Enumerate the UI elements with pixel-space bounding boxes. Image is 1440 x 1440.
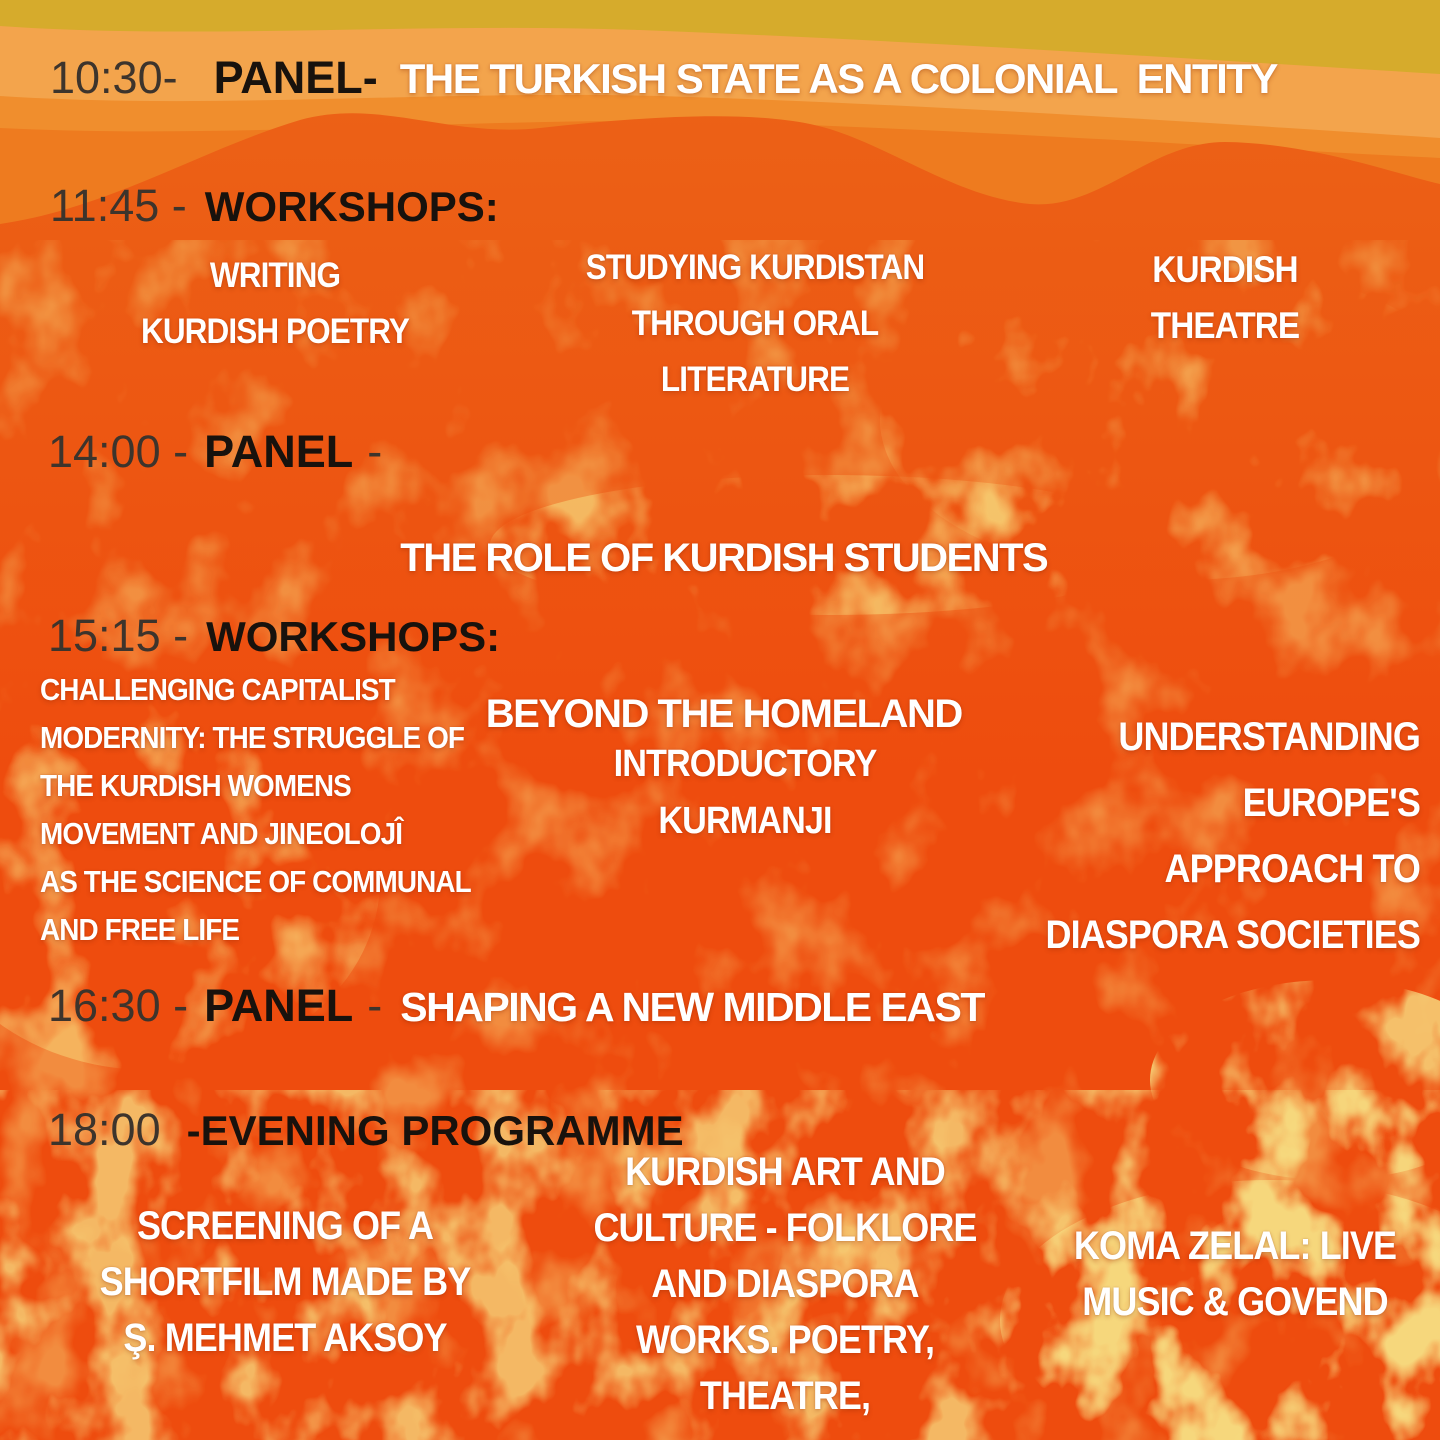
workshop-title-line: AS THE SCIENCE OF COMMUNAL (40, 864, 471, 899)
session-workshops-1515 (48, 610, 500, 662)
event-title-line: KOMA ZELAL: LIVE (1073, 1224, 1397, 1268)
session-title: SHAPING A NEW MIDDLE EAST (400, 984, 984, 1030)
workshop-title-line: LITERATURE (660, 360, 850, 399)
event-title-line: AND DIASPORA (651, 1262, 919, 1306)
session-kind-label: WORKSHOPS: (204, 183, 499, 230)
session-title-line: BEYOND THE HOMELAND (485, 692, 962, 736)
session-time: 10:30- (50, 52, 178, 103)
workshop-introductory-kurmanji (592, 736, 898, 850)
workshop-title-line: MODERNITY: THE STRUGGLE OF (40, 720, 465, 755)
separator-dash: - (367, 426, 383, 477)
workshop-title-line: MOVEMENT AND JINEOLOJÎ (40, 816, 403, 851)
workshop-title-line: KURMANJI (658, 800, 832, 842)
session-time: 16:30 - (48, 980, 189, 1031)
workshop-kurdish-theatre (1081, 242, 1369, 354)
event-title-line: Ş. MEHMET AKSOY (123, 1316, 447, 1360)
session-kind-label: WORKSHOPS: (206, 613, 501, 660)
workshop-title-line: APPROACH TO (1164, 847, 1420, 891)
event-title-line: SCREENING OF A (136, 1204, 434, 1248)
workshop-title-line: CHALLENGING CAPITALIST (40, 672, 395, 707)
workshop-title-line: THROUGH ORAL (631, 304, 879, 343)
session-panel-1630 (48, 980, 984, 1032)
separator-dash: - (367, 980, 383, 1031)
session-kind-label: PANEL- (213, 52, 378, 103)
workshop-title-line: UNDERSTANDING (1118, 715, 1420, 759)
session-time: 14:00 - (48, 426, 189, 477)
session-kind-label: PANEL (204, 980, 354, 1031)
event-shortfilm-screening (74, 1198, 497, 1366)
workshop-title-line: WRITING (209, 256, 341, 295)
event-title-line: CULTURE - FOLKLORE (593, 1206, 977, 1250)
workshop-title-line: THEATRE (1150, 305, 1300, 346)
workshop-title-line: KURDISH POETRY (140, 312, 410, 351)
workshop-writing-kurdish-poetry (118, 248, 433, 360)
workshop-understanding-europes-approach (997, 704, 1420, 968)
workshop-title-line: STUDYING KURDISTAN (585, 248, 925, 287)
event-title-line: WORKS. POETRY, (635, 1318, 935, 1362)
session-time: 15:15 - (48, 610, 189, 661)
workshop-title-line: AND FREE LIFE (40, 912, 240, 947)
workshop-title-line: THE KURDISH WOMENS (40, 768, 351, 803)
event-title-line: MUSIC & GOVEND (1082, 1280, 1388, 1324)
session-kind-label: -EVENING PROGRAMME (186, 1107, 684, 1154)
workshop-title-line: INTRODUCTORY (613, 743, 877, 785)
session-kind-label: PANEL (204, 426, 354, 477)
session-time: 18:00 (48, 1104, 161, 1155)
event-title-line: KURDISH ART AND (625, 1150, 945, 1194)
session-title-line: THE ROLE OF KURDISH STUDENTS (400, 536, 1048, 580)
workshop-challenging-capitalist-modernity (40, 666, 598, 954)
workshop-title-line: DIASPORA SOCIETIES (1045, 913, 1420, 957)
session-panel-1030 (50, 52, 1277, 104)
event-title-line: SHORTFILM MADE BY (99, 1260, 471, 1304)
event-title-line: THEATRE, (699, 1374, 871, 1418)
event-kurdish-art-and-culture (569, 1144, 1001, 1424)
session-time: 11:45 - (50, 180, 187, 231)
event-koma-zelal-live-music (1042, 1218, 1429, 1330)
workshop-title-line: KURDISH (1152, 249, 1298, 290)
session-workshops-1145 (50, 180, 499, 232)
workshop-title-line: EUROPE'S (1242, 781, 1420, 825)
workshop-studying-kurdistan (544, 240, 967, 408)
session-title: THE TURKISH STATE AS A COLONIAL ENTITY (399, 55, 1277, 102)
